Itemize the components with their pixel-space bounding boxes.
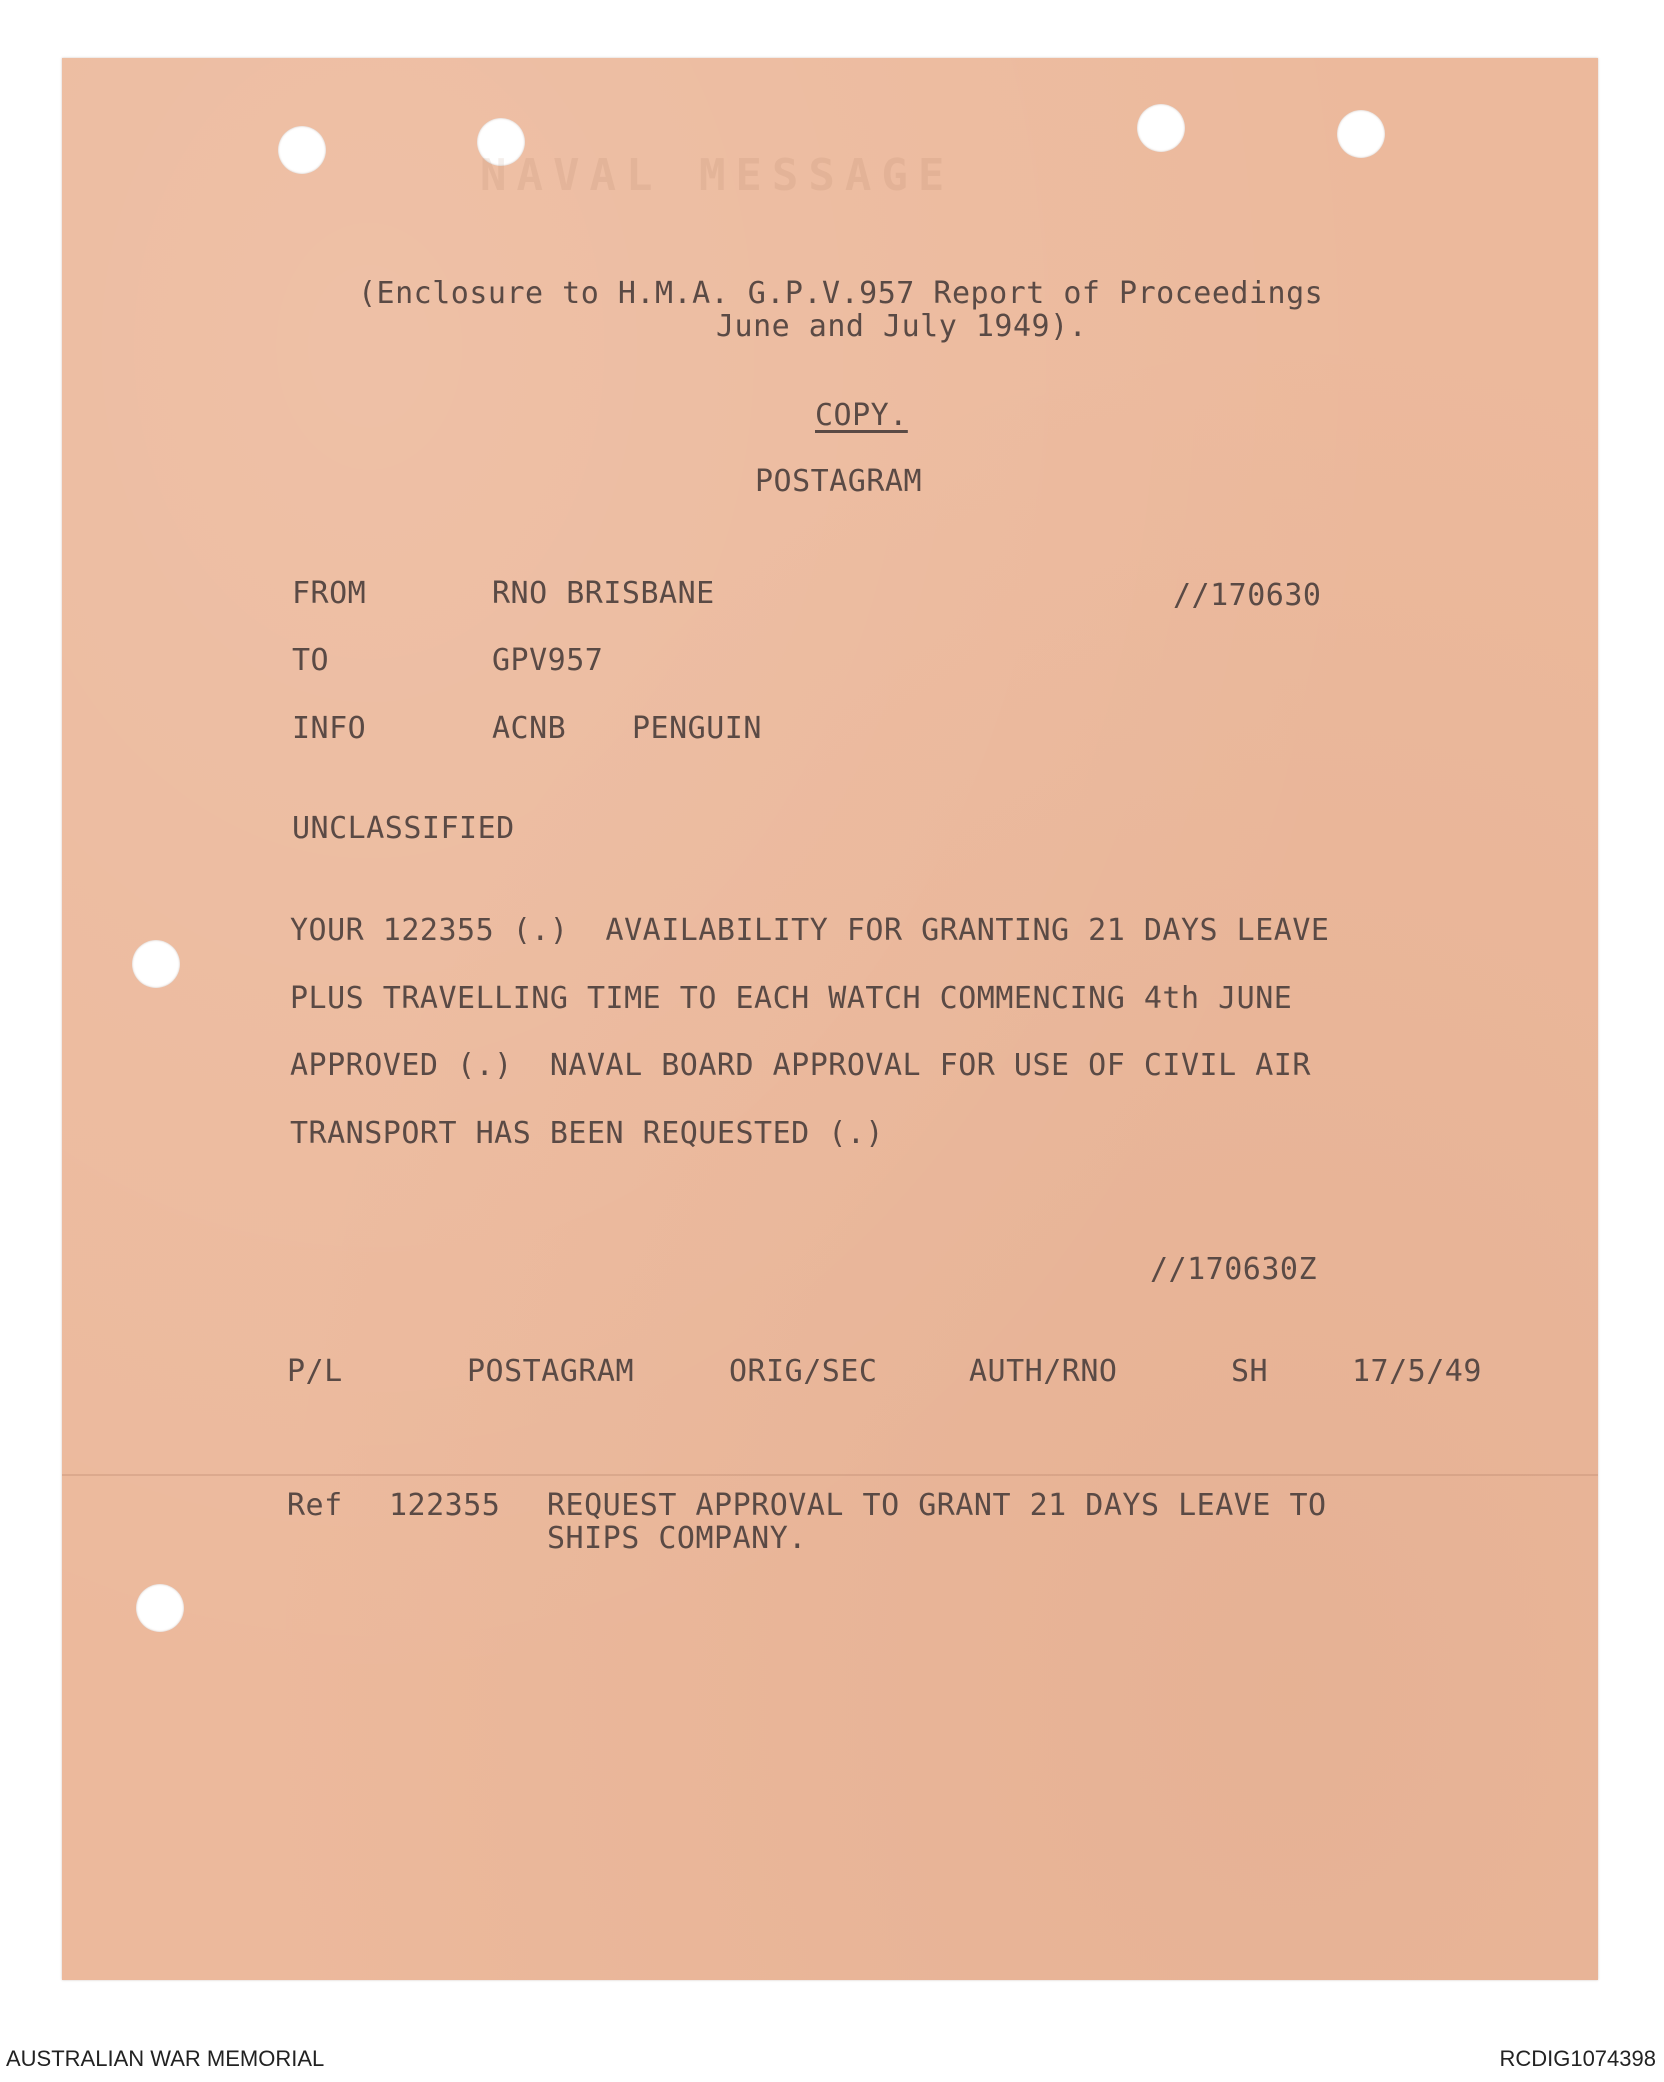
bleed-through-header: NAVAL MESSAGE: [480, 150, 955, 201]
to-label: TO: [292, 643, 330, 678]
classification: UNCLASSIFIED: [292, 811, 515, 846]
reference-text-line-1: REQUEST APPROVAL TO GRANT 21 DAYS LEAVE TO: [547, 1488, 1327, 1523]
routing-type: POSTAGRAM: [467, 1354, 635, 1389]
enclosure-line-2: June and July 1949).: [716, 309, 1088, 344]
copy-label: COPY.: [815, 398, 908, 433]
info-value-acnb: ACNB: [492, 711, 567, 746]
body-line: TRANSPORT HAS BEEN REQUESTED (.): [290, 1116, 884, 1151]
archive-credit: AUSTRALIAN WAR MEMORIAL: [6, 2046, 325, 2071]
info-label: INFO: [292, 711, 367, 746]
punch-hole: [278, 126, 326, 174]
body-line: YOUR 122355 (.) AVAILABILITY FOR GRANTING 21 DAYS LEAVE: [290, 913, 1330, 948]
punch-hole: [136, 1584, 184, 1632]
to-value: GPV957: [492, 643, 604, 678]
routing-date: 17/5/49: [1352, 1354, 1482, 1389]
info-value-penguin: PENGUIN: [632, 711, 762, 746]
punch-hole: [1337, 110, 1385, 158]
routing-pl: P/L: [287, 1354, 343, 1389]
reference-label: Ref: [287, 1488, 343, 1523]
punch-hole: [1137, 104, 1185, 152]
reference-text-line-2: SHIPS COMPANY.: [547, 1521, 807, 1556]
archive-id: RCDIG1074398: [1499, 2046, 1656, 2071]
document-type: POSTAGRAM: [755, 464, 923, 499]
from-value: RNO BRISBANE: [492, 576, 715, 611]
body-line: PLUS TRAVELLING TIME TO EACH WATCH COMMENCING 4th JUNE: [290, 981, 1293, 1016]
routing-orig: ORIG/SEC: [729, 1354, 878, 1389]
document-page: [62, 58, 1598, 1980]
enclosure-line-1: (Enclosure to H.M.A. G.P.V.957 Report of Proceedings: [358, 276, 1324, 311]
punch-hole: [132, 940, 180, 988]
from-label: FROM: [292, 576, 367, 611]
routing-initials: SH: [1231, 1354, 1269, 1389]
date-time-group: //170630: [1173, 578, 1322, 613]
date-time-group-footer: //170630Z: [1150, 1252, 1318, 1287]
reference-number: 122355: [389, 1488, 501, 1523]
paper-fold-line: [62, 1474, 1598, 1476]
routing-auth: AUTH/RNO: [969, 1354, 1118, 1389]
body-line: APPROVED (.) NAVAL BOARD APPROVAL FOR USE OF CIVIL AIR: [290, 1048, 1311, 1083]
